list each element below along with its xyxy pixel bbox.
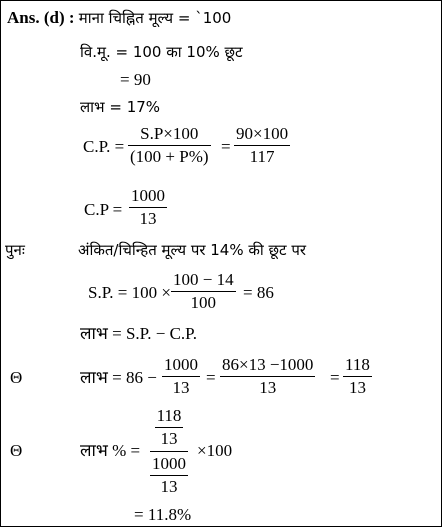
fraction-bar xyxy=(162,376,200,377)
fraction-bar xyxy=(155,427,184,428)
cp-value-fraction xyxy=(234,124,290,167)
therefore-symbol: Θ xyxy=(10,441,23,460)
profit-pct-lhs: लाभ % = xyxy=(80,441,141,460)
discount-statement: अंकित/चिन्हित मूल्य पर 14% की छूट पर xyxy=(78,241,307,259)
profit-fraction-1 xyxy=(162,355,200,398)
profit-formula-text: लाभ = S.P. − C.P. xyxy=(80,324,197,343)
cp-result-fraction xyxy=(129,186,167,229)
final-result: = 11.8% xyxy=(134,505,192,524)
inner-denominator-fraction xyxy=(150,454,188,497)
fraction-numerator: S.P×100 xyxy=(140,124,199,143)
fraction-bar xyxy=(220,376,315,377)
fraction-denominator: 13 xyxy=(160,477,178,496)
equals-sign: = xyxy=(206,368,216,387)
again-label: पुनः xyxy=(5,241,25,259)
fraction-denominator: 117 xyxy=(249,147,275,166)
profit-formula xyxy=(80,324,197,344)
cp-formula-fraction xyxy=(128,124,211,167)
selling-price-line: वि.मू. = 100 का 10% छूट xyxy=(80,43,243,61)
equals-sign: = xyxy=(221,137,231,156)
sp-lhs: S.P. = 100 × xyxy=(88,283,171,302)
fraction-denominator: 13 xyxy=(172,378,190,397)
fraction-bar xyxy=(129,207,167,208)
fraction-denominator: (100 + P%) xyxy=(130,147,209,166)
fraction-bar xyxy=(128,145,211,146)
therefore-symbol: Θ xyxy=(10,368,23,387)
marked-price-statement: माना चिह्नित मूल्य = `100 xyxy=(78,9,232,27)
equals-sign: = xyxy=(330,368,340,387)
fraction-numerator: 118 xyxy=(345,355,370,374)
fraction-bar xyxy=(234,145,290,146)
fraction-denominator: 13 xyxy=(139,209,157,228)
fraction-bar xyxy=(171,291,236,292)
fraction-numerator: 118 xyxy=(156,406,182,425)
selling-price-value: = 90 xyxy=(120,70,151,89)
fraction-numerator: 1000 xyxy=(152,454,186,473)
fraction-denominator: 13 xyxy=(160,429,178,448)
fraction-numerator: 86×13 −1000 xyxy=(222,355,314,374)
profit-fraction-2 xyxy=(220,355,315,398)
fraction-bar xyxy=(343,376,372,377)
fraction-numerator: 1000 xyxy=(131,186,165,205)
fraction-bar xyxy=(150,475,188,476)
times-hundred: ×100 xyxy=(197,441,233,460)
sp-fraction xyxy=(171,270,236,313)
sp-rhs: = 86 xyxy=(243,283,274,302)
fraction-denominator: 100 xyxy=(190,293,217,312)
answer-label: Ans. (d) : xyxy=(7,8,75,27)
fraction-numerator: 90×100 xyxy=(236,124,289,143)
main-fraction-bar xyxy=(150,451,188,452)
profit-percent-line: लाभ = 17% xyxy=(80,98,161,116)
inner-numerator-fraction xyxy=(155,406,184,449)
profit-calc-lhs: लाभ = 86 − xyxy=(80,368,157,387)
complex-fraction xyxy=(150,406,188,497)
cp-result-lhs: C.P = xyxy=(84,200,123,219)
profit-fraction-3 xyxy=(343,355,372,398)
fraction-numerator: 1000 xyxy=(164,355,198,374)
fraction-numerator: 100 − 14 xyxy=(173,270,234,289)
cp-lhs: C.P. = xyxy=(83,137,125,156)
answer-line xyxy=(7,8,231,28)
fraction-denominator: 13 xyxy=(348,378,366,397)
fraction-denominator: 13 xyxy=(259,378,277,397)
